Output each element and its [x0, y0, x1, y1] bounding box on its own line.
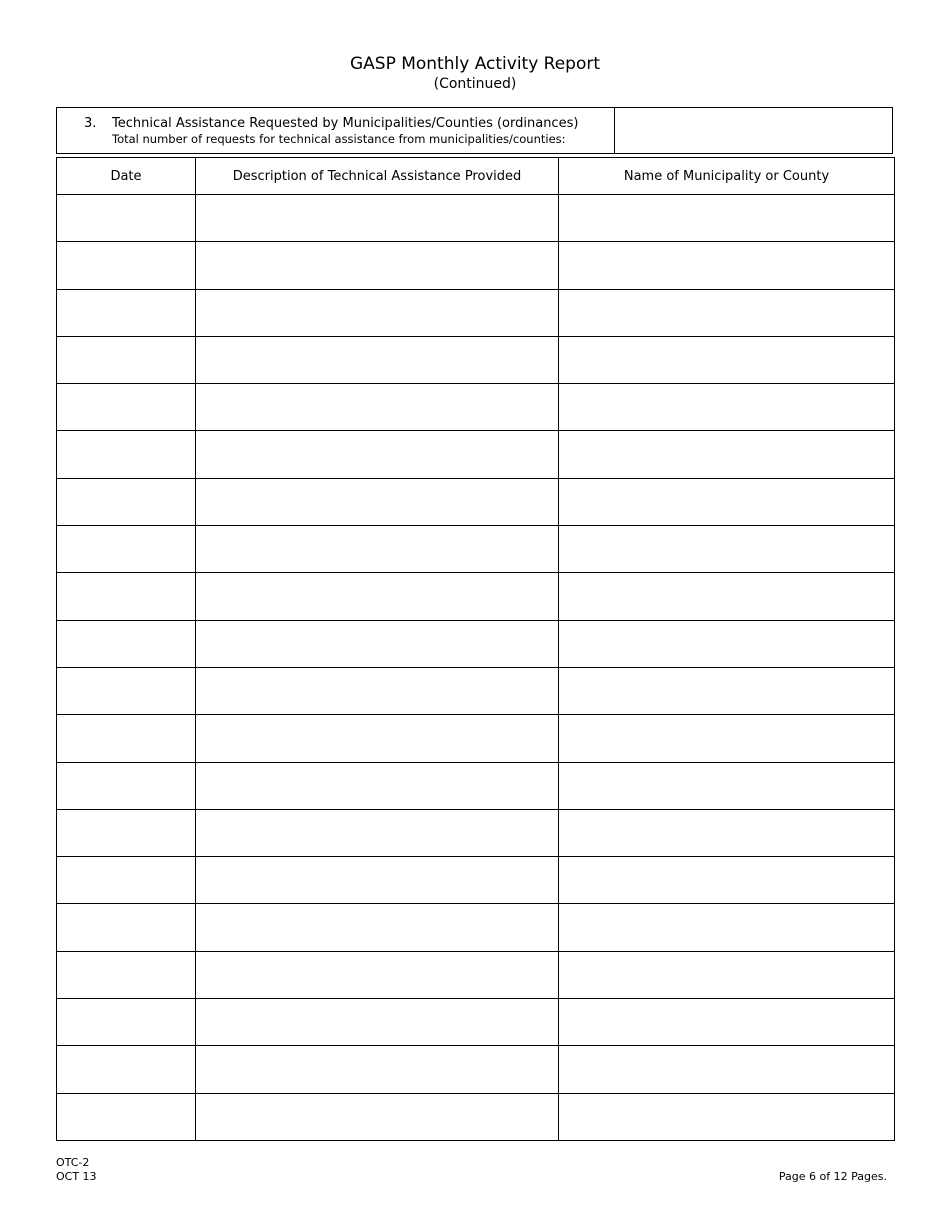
- date-cell[interactable]: [57, 857, 196, 904]
- municipality-cell[interactable]: [559, 667, 895, 714]
- date-cell[interactable]: [57, 431, 196, 478]
- municipality-cell[interactable]: [559, 1093, 895, 1140]
- municipality-cell[interactable]: [559, 431, 895, 478]
- form-id: OTC-2: [56, 1156, 90, 1169]
- total-requests-field[interactable]: [614, 108, 893, 153]
- table-row: [57, 336, 895, 383]
- municipality-cell[interactable]: [559, 289, 895, 336]
- municipality-cell[interactable]: [559, 951, 895, 998]
- section-heading: Technical Assistance Requested by Municipalities/Counties (ordinances): [112, 116, 579, 131]
- municipality-cell[interactable]: [559, 715, 895, 762]
- municipality-cell[interactable]: [559, 573, 895, 620]
- municipality-cell[interactable]: [559, 809, 895, 856]
- description-cell[interactable]: [196, 478, 559, 525]
- page-title: GASP Monthly Activity Report: [349, 54, 601, 74]
- municipality-cell[interactable]: [559, 904, 895, 951]
- description-cell[interactable]: [196, 904, 559, 951]
- description-cell[interactable]: [196, 857, 559, 904]
- page-subtitle: (Continued): [433, 76, 517, 92]
- municipality-cell[interactable]: [559, 762, 895, 809]
- description-cell[interactable]: [196, 715, 559, 762]
- column-header-municipality: Name of Municipality or County: [559, 158, 895, 195]
- municipality-cell[interactable]: [559, 620, 895, 667]
- date-cell[interactable]: [57, 526, 196, 573]
- municipality-cell[interactable]: [559, 478, 895, 525]
- table-row: [57, 620, 895, 667]
- description-cell[interactable]: [196, 1093, 559, 1140]
- form-revision: OCT 13: [56, 1170, 97, 1183]
- description-cell[interactable]: [196, 242, 559, 289]
- description-cell[interactable]: [196, 289, 559, 336]
- table-row: [57, 195, 895, 242]
- table-row: [57, 904, 895, 951]
- table-row: [57, 999, 895, 1046]
- municipality-cell[interactable]: [559, 1046, 895, 1093]
- column-header-date: Date: [57, 158, 196, 195]
- table-row: [57, 1093, 895, 1140]
- description-cell[interactable]: [196, 951, 559, 998]
- municipality-cell[interactable]: [559, 195, 895, 242]
- date-cell[interactable]: [57, 620, 196, 667]
- date-cell[interactable]: [57, 336, 196, 383]
- table-header-row: [57, 158, 895, 195]
- section-number: 3.: [84, 116, 97, 131]
- technical-assistance-table: [56, 157, 895, 1141]
- date-cell[interactable]: [57, 242, 196, 289]
- section-subheading: Total number of requests for technical assistance from municipalities/counties:: [112, 132, 566, 146]
- date-cell[interactable]: [57, 951, 196, 998]
- municipality-cell[interactable]: [559, 526, 895, 573]
- description-cell[interactable]: [196, 573, 559, 620]
- column-header-description: Description of Technical Assistance Provided: [196, 158, 559, 195]
- table-row: [57, 573, 895, 620]
- date-cell[interactable]: [57, 478, 196, 525]
- municipality-cell[interactable]: [559, 242, 895, 289]
- description-cell[interactable]: [196, 762, 559, 809]
- table-row: [57, 715, 895, 762]
- municipality-cell[interactable]: [559, 999, 895, 1046]
- description-cell[interactable]: [196, 526, 559, 573]
- date-cell[interactable]: [57, 384, 196, 431]
- date-cell[interactable]: [57, 573, 196, 620]
- date-cell[interactable]: [57, 904, 196, 951]
- table-row: [57, 857, 895, 904]
- date-cell[interactable]: [57, 289, 196, 336]
- table-row: [57, 478, 895, 525]
- description-cell[interactable]: [196, 620, 559, 667]
- description-cell[interactable]: [196, 384, 559, 431]
- section-3-box: [56, 107, 893, 154]
- date-cell[interactable]: [57, 1093, 196, 1140]
- table-row: [57, 242, 895, 289]
- description-cell[interactable]: [196, 1046, 559, 1093]
- date-cell[interactable]: [57, 809, 196, 856]
- description-cell[interactable]: [196, 336, 559, 383]
- table-row: [57, 762, 895, 809]
- table-row: [57, 289, 895, 336]
- table-row: [57, 667, 895, 714]
- table-row: [57, 951, 895, 998]
- description-cell[interactable]: [196, 667, 559, 714]
- table-row: [57, 1046, 895, 1093]
- table-row: [57, 384, 895, 431]
- form-identifier: [56, 1156, 97, 1184]
- table-row: [57, 809, 895, 856]
- date-cell[interactable]: [57, 1046, 196, 1093]
- municipality-cell[interactable]: [559, 336, 895, 383]
- municipality-cell[interactable]: [559, 384, 895, 431]
- description-cell[interactable]: [196, 809, 559, 856]
- date-cell[interactable]: [57, 762, 196, 809]
- table-row: [57, 431, 895, 478]
- description-cell[interactable]: [196, 999, 559, 1046]
- description-cell[interactable]: [196, 195, 559, 242]
- description-cell[interactable]: [196, 431, 559, 478]
- page-number: Page 6 of 12 Pages.: [778, 1170, 887, 1183]
- date-cell[interactable]: [57, 715, 196, 762]
- date-cell[interactable]: [57, 999, 196, 1046]
- date-cell[interactable]: [57, 195, 196, 242]
- table-row: [57, 526, 895, 573]
- date-cell[interactable]: [57, 667, 196, 714]
- municipality-cell[interactable]: [559, 857, 895, 904]
